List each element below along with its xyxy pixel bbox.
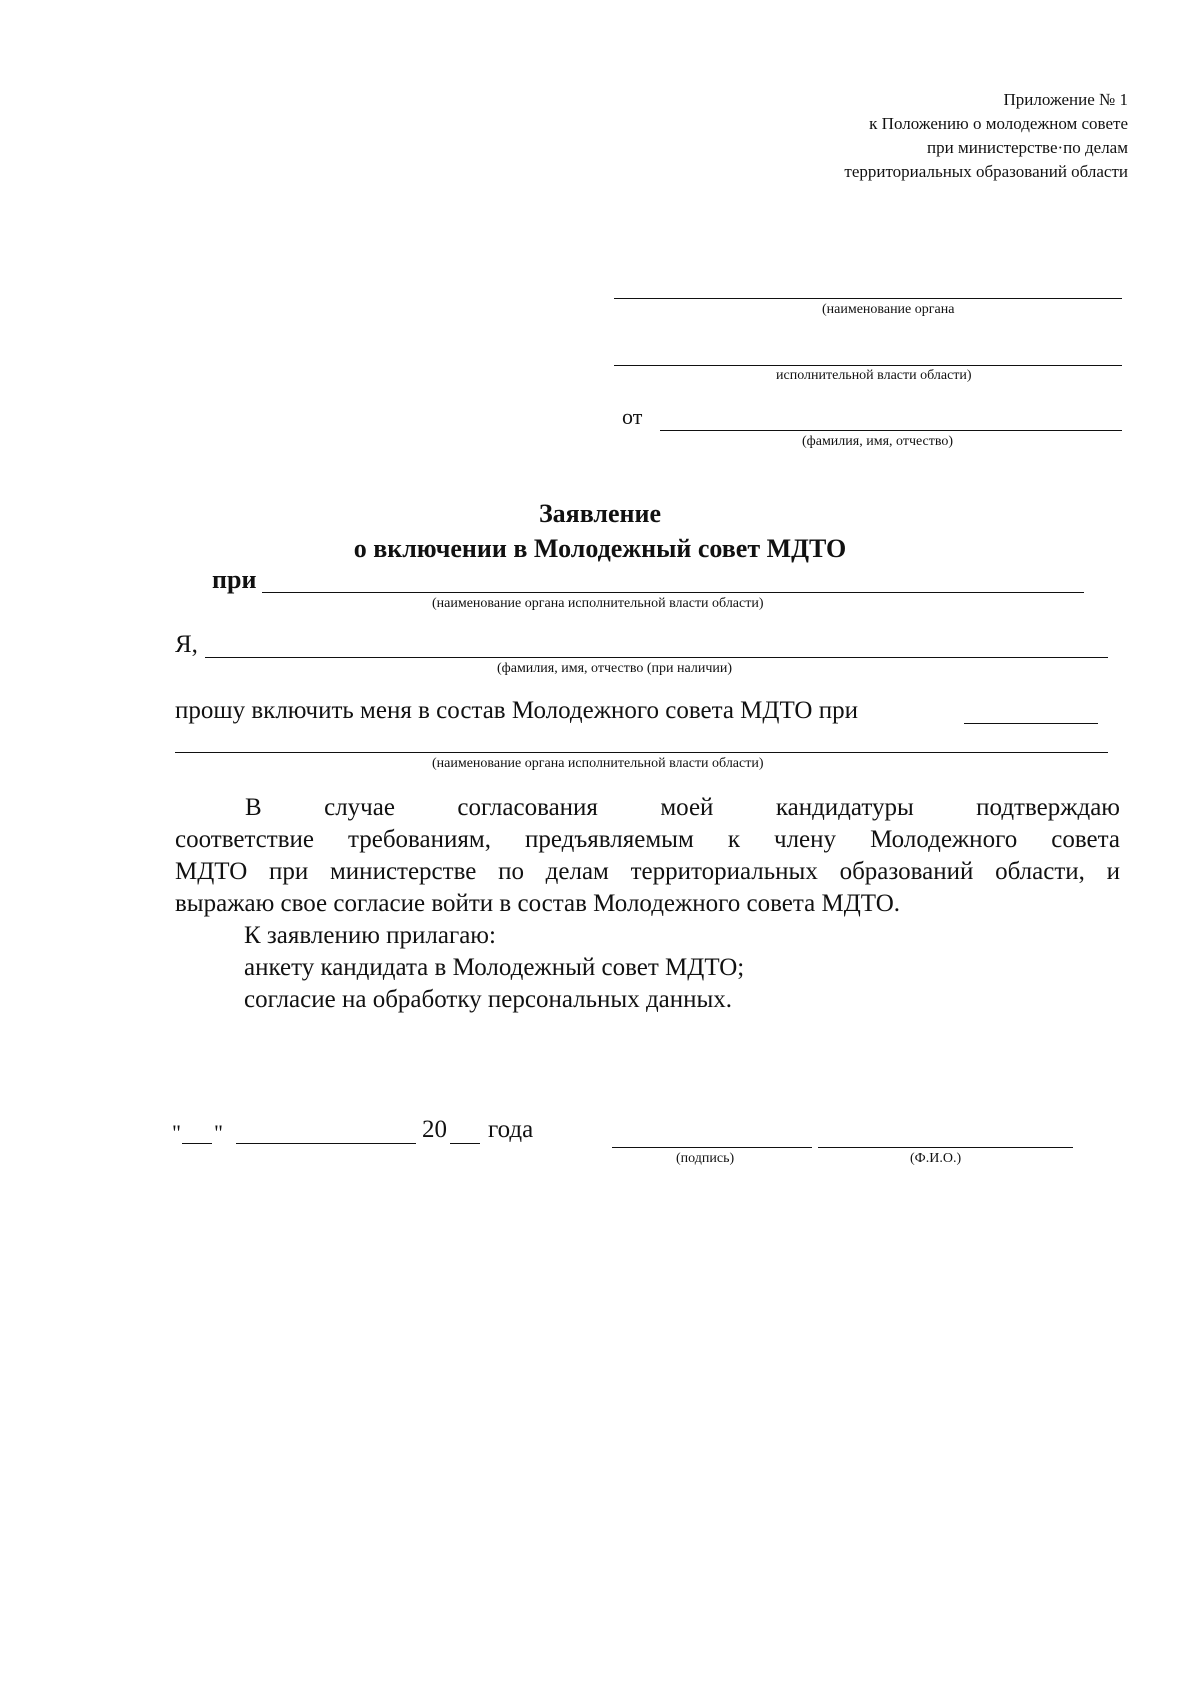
appendix-reference: к Положению о молодежном совете: [869, 114, 1128, 133]
from-name-line[interactable]: [660, 430, 1122, 431]
addressee-line-2[interactable]: [614, 365, 1122, 366]
pri-organ-caption: (наименование органа исполнительной власти области): [432, 596, 764, 611]
from-name-caption: (фамилия, имя, отчество): [802, 434, 954, 449]
appendix-ministry: при министерстве·по делам: [927, 138, 1128, 157]
date-year-suffix: года: [488, 1116, 534, 1143]
paragraph-row-2: соответствие требованиям, предъявляемым к члену Молодежного совета: [175, 826, 1120, 853]
attachment-item-questionnaire: анкету кандидата в Молодежный совет МДТО;: [244, 954, 745, 981]
appendix-region: территориальных образований области: [844, 162, 1128, 181]
appendix-number: Приложение № 1: [1003, 90, 1128, 109]
document-subtitle: о включении в Молодежный совет МДТО: [353, 534, 847, 563]
signature-line[interactable]: [612, 1147, 812, 1148]
request-organ-caption: (наименование органа исполнительной власти области): [432, 756, 764, 771]
paragraph-row-3: МДТО при министерстве по делам территориальных образований области, и: [175, 858, 1120, 885]
date-quote-open: ": [172, 1120, 181, 1145]
request-text: прошу включить меня в состав Молодежного совета МДТО при: [175, 697, 858, 724]
from-label: от: [622, 404, 643, 429]
date-month-line[interactable]: [236, 1143, 416, 1144]
attachments-intro: К заявлению прилагаю:: [244, 922, 496, 949]
applicant-name-line[interactable]: [205, 657, 1108, 658]
addressee-line-1[interactable]: [614, 298, 1122, 299]
appendix-header: [844, 88, 1128, 184]
date-quote-close: ": [214, 1120, 223, 1145]
request-organ-line[interactable]: [175, 752, 1108, 753]
addressee-caption-2: исполнительной власти области): [776, 368, 972, 383]
signature-caption: (подпись): [676, 1151, 735, 1166]
date-year-line[interactable]: [450, 1143, 480, 1144]
consent-paragraph: [175, 792, 1120, 920]
document-title: Заявление: [538, 499, 662, 528]
pri-organ-line[interactable]: [262, 592, 1084, 593]
paragraph-row-1: В случае согласования моей кандидатуры подтверждаю: [245, 794, 1120, 821]
full-name-line[interactable]: [818, 1147, 1073, 1148]
applicant-name-caption: (фамилия, имя, отчество (при наличии): [497, 661, 733, 676]
ya-label: Я,: [175, 631, 198, 658]
addressee-caption-1: (наименование органа: [822, 302, 955, 317]
full-name-caption: (Ф.И.О.): [910, 1151, 962, 1166]
paragraph-row-4: выражаю свое согласие войти в состав Молодежного совета МДТО.: [175, 890, 900, 917]
date-year-prefix: 20: [422, 1116, 447, 1143]
pri-label: при: [212, 565, 257, 594]
date-day-line[interactable]: [182, 1143, 212, 1144]
request-organ-line-short[interactable]: [964, 723, 1098, 724]
attachment-item-consent: согласие на обработку персональных данных.: [244, 986, 733, 1013]
